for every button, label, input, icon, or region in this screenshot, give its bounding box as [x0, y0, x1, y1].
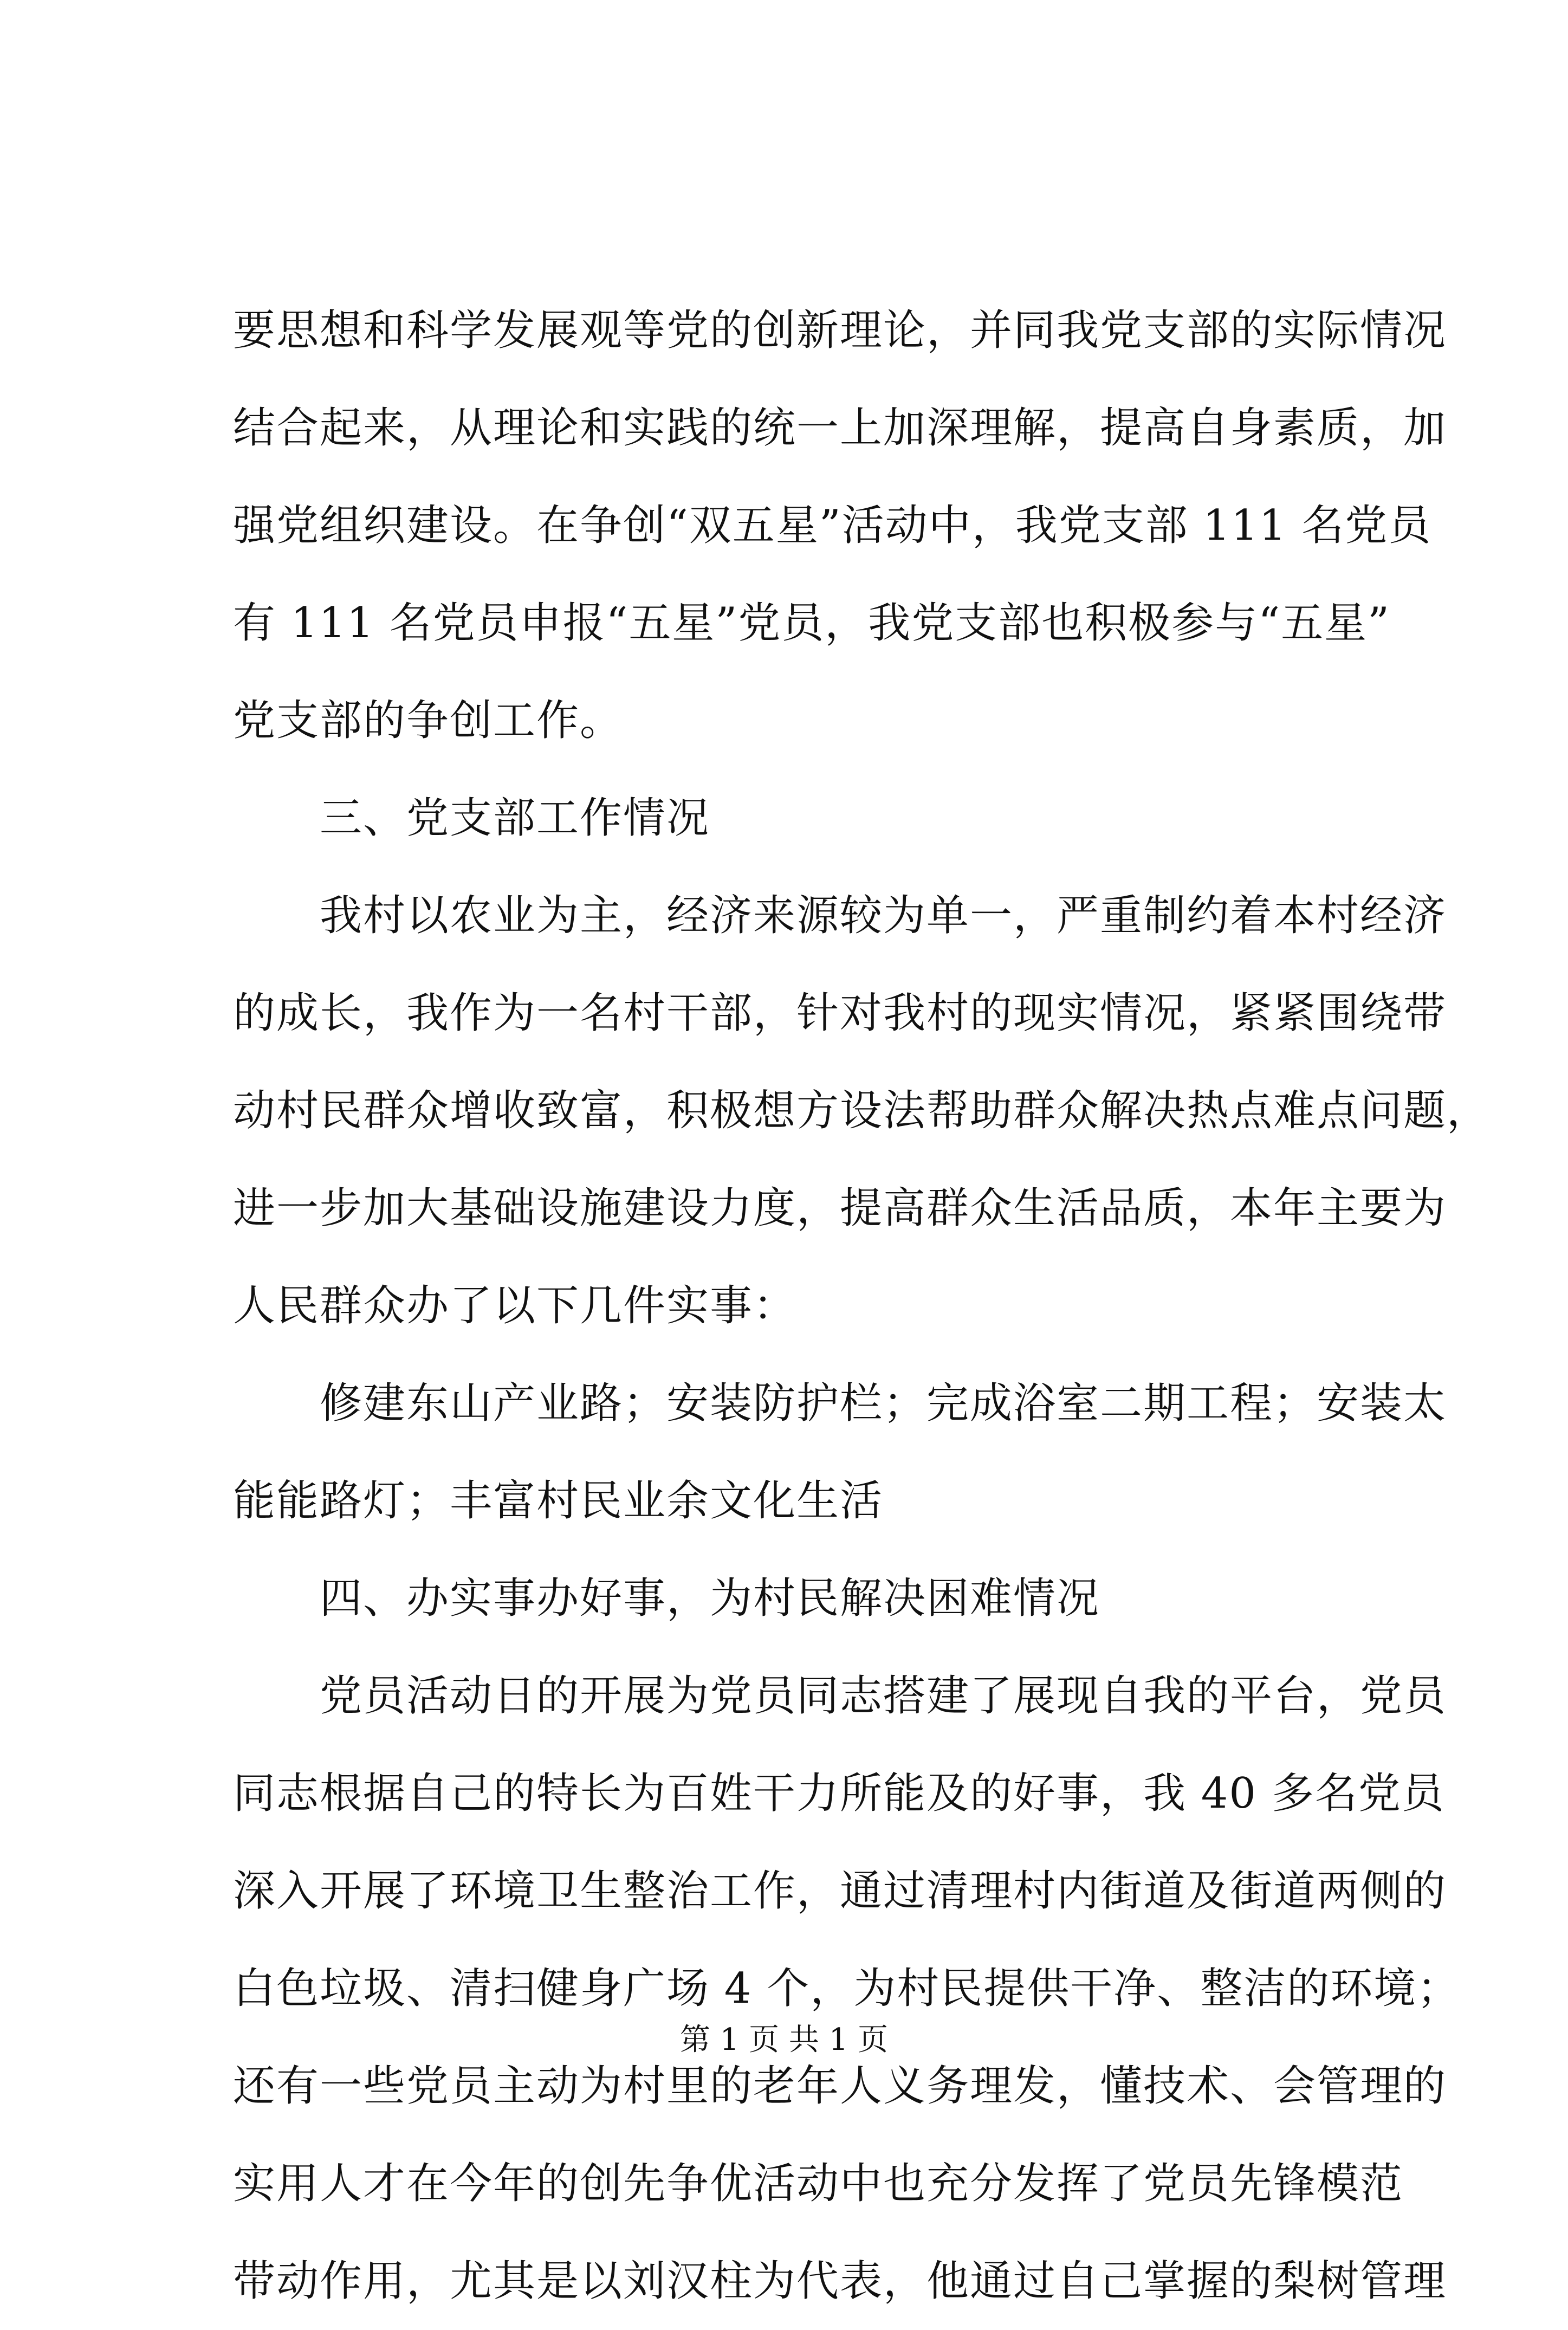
text-line: 人民群众办了以下几件实事：	[233, 1282, 797, 1330]
text-line: 我村以农业为主，经济来源较为单一，严重制约着本村经济	[320, 891, 1447, 940]
text-line: 实用人才在今年的创先争优活动中也充分发挥了党员先锋模范	[233, 2159, 1404, 2208]
page-number-footer: 第 1 页 共 1 页	[679, 2022, 889, 2057]
text-line: 动村民群众增收致富，积极想方设法帮助群众解决热点难点问题，	[233, 1086, 1491, 1135]
section-heading: 三、党支部工作情况	[320, 794, 710, 843]
text-line: 同志根据自己的特长为百姓干力所能及的好事，我 40 多名党员	[233, 1769, 1445, 1818]
text-line: 能能路灯；丰富村民业余文化生活	[233, 1477, 884, 1525]
text-line: 结合起来，从理论和实践的统一上加深理解，提高自身素质，加	[233, 404, 1447, 452]
text-line: 深入开展了环境卫生整治工作，通过清理村内街道及街道两侧的	[233, 1867, 1447, 1915]
text-line: 修建东山产业路；安装防护栏；完成浴室二期工程；安装太	[320, 1379, 1447, 1428]
text-line: 带动作用，尤其是以刘汉柱为代表，他通过自己掌握的梨树管理	[233, 2257, 1447, 2306]
text-line: 强党组织建设。在争创“双五星”活动中，我党支部 111 名党员	[233, 501, 1432, 550]
text-line: 白色垃圾、清扫健身广场 4 个，为村民提供干净、整洁的环境；	[233, 1964, 1461, 2013]
text-line: 还有一些党员主动为村里的老年人义务理发，懂技术、会管理的	[233, 2062, 1447, 2111]
section-heading: 四、办实事办好事，为村民解决困难情况	[320, 1574, 1100, 1623]
text-line: 要思想和科学发展观等党的创新理论，并同我党支部的实际情况	[233, 306, 1447, 355]
text-line: 进一步加大基础设施建设力度，提高群众生活品质，本年主要为	[233, 1184, 1447, 1233]
text-line: 党员活动日的开展为党员同志搭建了展现自我的平台，党员	[320, 1672, 1447, 1720]
text-line: 党支部的争创工作。	[233, 696, 624, 745]
text-line: 的成长，我作为一名村干部，针对我村的现实情况，紧紧围绕带	[233, 989, 1447, 1038]
text-line: 有 111 名党员申报“五星”党员，我党支部也积极参与“五星”	[233, 599, 1390, 648]
